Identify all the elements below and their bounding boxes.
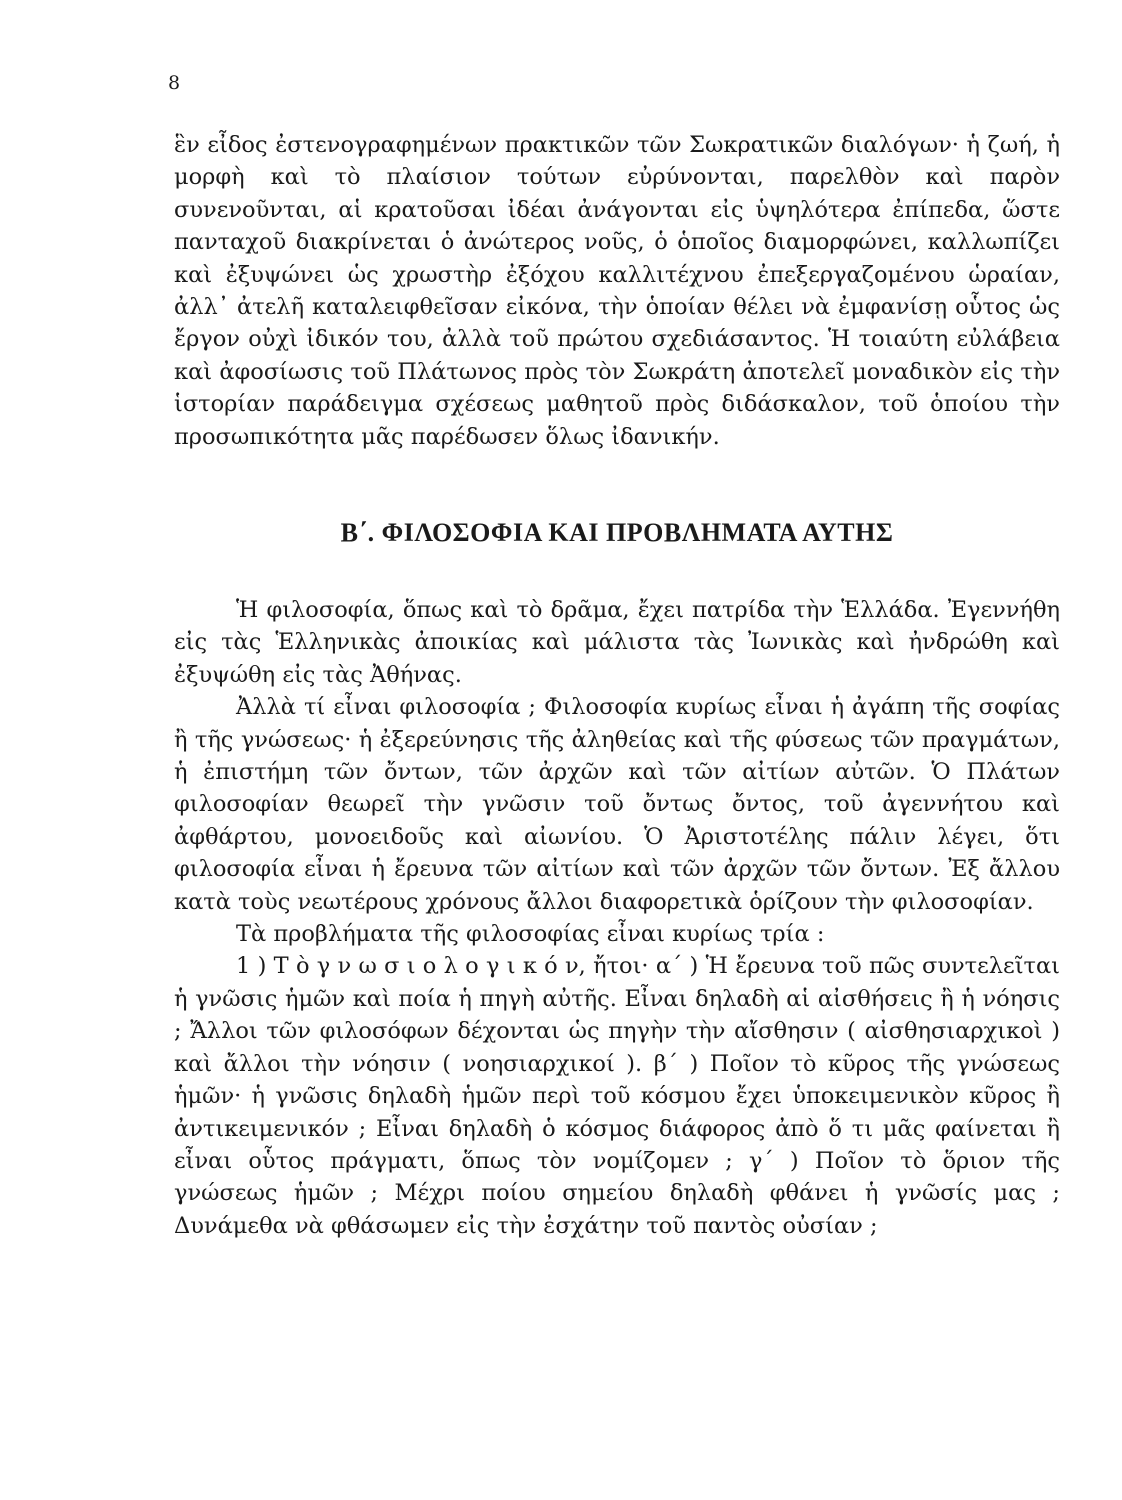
section-heading: Β΄. ΦΙΛΟΣΟΦΙΑ ΚΑΙ ΠΡΟΒΛΗΜΑΤΑ ΑΥΤΗΣ — [340, 518, 894, 547]
section-text-block — [174, 594, 1060, 1242]
paragraph-philosophy-definition: Ἀλλὰ τί εἶναι φιλοσοφία ; Φιλοσοφία κυρίως εἶναι ἡ ἀγάπη τῆς σοφίας ἢ τῆς γνώσεως· ἡ ἐξερεύνησις τῆς ἀληθείας καὶ τῆς φύσεως τῶν πραγμάτων, ἡ ἐπιστήμη τῶν ὄντων, τῶν ἀρχῶν καὶ τῶν αἰτίων αὐτῶν. Ὁ Πλάτων φιλοσοφίαν θεωρεῖ τὴν γνῶσιν τοῦ ὄντως ὄντος, τοῦ ἀγεννήτου καὶ ἀφθάρτου, μονοειδοῦς καὶ αἰωνίου. Ὁ Ἀριστοτέλης πάλιν λέγει, ὅτι φιλοσοφία εἶναι ἡ ἔρευνα τῶν αἰτίων καὶ τῶν ἀρχῶν τῶν ὄντων. Ἐξ ἄλλου κατὰ τοὺς νεωτέρους χρόνους ἄλλοι διαφορετικὰ ὁρίζουν τὴν φιλοσοφίαν. — [174, 694, 1060, 915]
intro-text-block — [174, 129, 1060, 453]
paragraph-problems-intro: Τὰ προβλήματα τῆς φιλοσοφίας εἶναι κυρίως τρία : — [236, 921, 825, 948]
intro-paragraph: ἓν εἶδος ἐστενογραφημένων πρακτικῶν τῶν Σωκρατικῶν διαλόγων· ἡ ζωή, ἡ μορφὴ καὶ τὸ πλαίσιον τούτων εὐρύνονται, παρελθὸν καὶ παρὸν συνενοῦνται, αἱ κρατοῦσαι ἰδέαι ἀνάγονται εἰς ὑψηλότερα ἐπίπεδα, ὥστε πανταχοῦ διακρίνεται ὁ ἀνώτερος νοῦς, ὁ ὁποῖος διαμορφώνει, καλλωπίζει καὶ ἐξυψώνει ὡς χρωστὴρ ἐξόχου καλλιτέχνου ἐπεξεργαζομένου ὡραίαν, ἀλλ᾽ ἀτελῆ καταλειφθεῖσαν εἰκόνα, τὴν ὁποίαν θέλει νὰ ἐμφανίσῃ οὗτος ὡς ἔργον οὐχὶ ἰδικόν του, ἀλλὰ τοῦ πρώτου σχεδιάσαντος. Ἡ τοιαύτη εὐλάβεια καὶ ἀφοσίωσις τοῦ Πλάτωνος πρὸς τὸν Σωκράτη ἀποτελεῖ μοναδικὸν εἰς τὴν ἱστορίαν παράδειγμα σχέσεως μαθητοῦ πρὸς διδάσκαλον, τοῦ ὁποίου τὴν προσωπικότητα μᾶς παρέδωσεν ὅλως ἰδανικήν. — [174, 132, 1060, 450]
page-number: 8 — [168, 72, 181, 94]
paragraph-philosophy-origin: Ἡ φιλοσοφία, ὅπως καὶ τὸ δρᾶμα, ἔχει πατρίδα τὴν Ἑλλάδα. Ἐγεννήθη εἰς τὰς Ἑλληνικὰς ἀποικίας καὶ μάλιστα τὰς Ἰωνικὰς καὶ ἠνδρώθη καὶ ἐξυψώθη εἰς τὰς Ἀθήνας. — [174, 597, 1060, 688]
paragraph-epistemological-problem: 1 ) Τ ὸ γ ν ω σ ι ο λ ο γ ι κ ό ν, ἤτοι· α΄ ) Ἡ ἔρευνα τοῦ πῶς συντελεῖται ἡ γνῶσις ἡμῶν καὶ ποία ἡ πηγὴ αὐτῆς. Εἶναι δηλαδὴ αἱ αἰσθήσεις ἢ ἡ νόησις ; Ἄλλοι τῶν φιλοσόφων δέχονται ὡς πηγὴν τὴν αἴσθησιν ( αἰσθησιαρχικοὶ ) καὶ ἄλλοι τὴν νόησιν ( νοησιαρχικοί ). β΄ ) Ποῖον τὸ κῦρος τῆς γνώσεως ἡμῶν· ἡ γνῶσις δηλαδὴ ἡμῶν περὶ τοῦ κόσμου ἔχει ὑποκειμενικὸν κῦρος ἢ ἀντικειμενικόν ; Εἶναι δηλαδὴ ὁ κόσμος διάφορος ἀπὸ ὅ τι μᾶς φαίνεται ἢ εἶναι οὗτος πράγματι, ὅπως τὸν νομίζομεν ; γ΄ ) Ποῖον τὸ ὅριον τῆς γνώσεως ἡμῶν ; Μέχρι ποίου σημείου δηλαδὴ φθάνει ἡ γνῶσίς μας ; Δυνάμεθα νὰ φθάσωμεν εἰς τὴν ἐσχάτην τοῦ παντὸς οὐσίαν ; — [174, 953, 1060, 1239]
